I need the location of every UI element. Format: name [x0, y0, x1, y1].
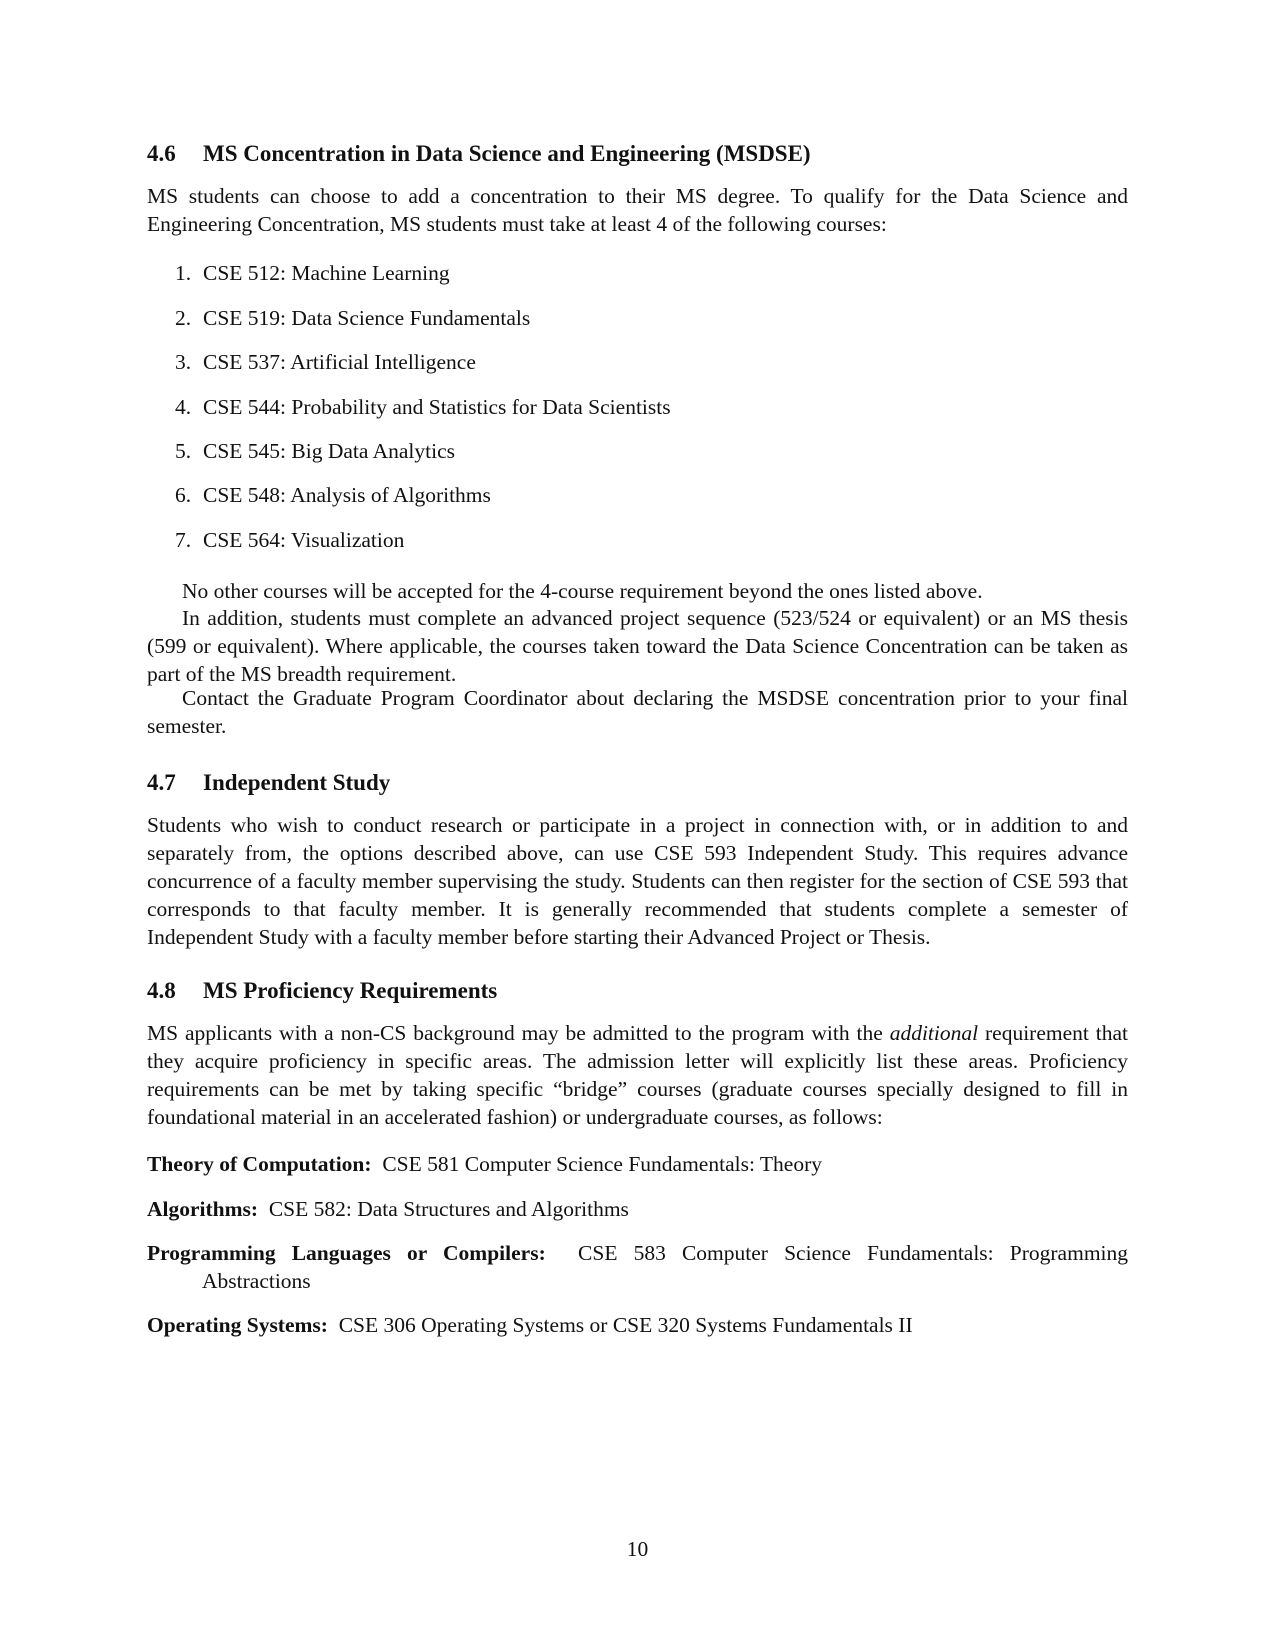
independent-study-paragraph: Students who wish to conduct research or participate in a project in connection with, or in addition to and separately from, the options described above, can use CSE 593 Independent Study. This requires advance concurrence of a faculty member supervising the study. Students can then register for the section of CSE 593 that corresponds to that faculty member. It is generally recommended that students complete a semester of Independent Study with a faculty member before starting their Advanced Project or Thesis.	[147, 813, 1128, 949]
proficiency-term: Algorithms:	[147, 1197, 259, 1221]
contact-coordinator-paragraph: Contact the Graduate Program Coordinator about declaring the MSDSE concentration prior to your final semester.	[147, 686, 1128, 738]
emphasis-additional: additional	[889, 1021, 979, 1045]
section-title: MS Proficiency Requirements	[203, 978, 498, 1003]
list-item: 4. CSE 544: Probability and Statistics for Data Scientists	[175, 395, 671, 419]
section-heading-4-7	[147, 769, 390, 797]
proficiency-item-algorithms	[147, 1195, 1128, 1223]
section-title: Independent Study	[203, 770, 391, 795]
proficiency-desc: CSE 581 Computer Science Fundamentals: Theory	[382, 1152, 823, 1176]
section-number: 4.7	[147, 770, 176, 795]
proficiency-item-programming-languages	[147, 1239, 1128, 1295]
section-heading-4-8	[147, 977, 497, 1005]
list-item: 7. CSE 564: Visualization	[175, 528, 405, 552]
list-item: 6. CSE 548: Analysis of Algorithms	[175, 483, 491, 507]
proficiency-desc: CSE 306 Operating Systems or CSE 320 Systems Fundamentals II	[338, 1313, 913, 1337]
msdse-intro-paragraph: MS students can choose to add a concentration to their MS degree. To qualify for the Data Science and Engineering Concentration, MS students must take at least 4 of the following courses:	[147, 184, 1128, 236]
proficiency-desc: CSE 583 Computer Science Fundamentals: Programming Abstractions	[202, 1241, 1129, 1293]
page-number: 10	[626, 1537, 649, 1561]
list-item: 2. CSE 519: Data Science Fundamentals	[175, 306, 531, 330]
proficiency-desc: CSE 582: Data Structures and Algorithms	[268, 1197, 629, 1221]
proficiency-paragraph: MS applicants with a non-CS background may be admitted to the program with the additional requirement that they acquire proficiency in specific areas. The admission letter will explicitly list these areas. Proficiency requirements can be met by taking specific “bridge” courses (graduate courses specially designed to fill in foundational material in an accelerated fashion) or undergraduate courses, as follows:	[147, 1021, 1129, 1129]
list-item: 5. CSE 545: Big Data Analytics	[175, 439, 456, 463]
list-item: 1. CSE 512: Machine Learning	[175, 261, 450, 285]
proficiency-term: Theory of Computation:	[147, 1152, 372, 1176]
proficiency-term: Programming Languages or Compilers:	[147, 1241, 546, 1265]
project-sequence-paragraph: In addition, students must complete an advanced project sequence (523/524 or equivalent) or an MS thesis (599 or equivalent). Where applicable, the courses taken toward the Data Science Concentration can be taken as part of the MS breadth requirement.	[147, 606, 1128, 686]
list-item: 3. CSE 537: Artificial Intelligence	[175, 350, 476, 374]
proficiency-item-theory	[147, 1150, 1128, 1178]
section-heading-4-6	[147, 140, 811, 168]
proficiency-term: Operating Systems:	[147, 1313, 328, 1337]
section-number: 4.8	[147, 978, 176, 1003]
proficiency-item-operating-systems	[147, 1311, 1128, 1339]
no-other-courses-paragraph: No other courses will be accepted for the 4-course requirement beyond the ones listed above.	[182, 579, 983, 603]
section-number: 4.6	[147, 141, 176, 166]
section-title: MS Concentration in Data Science and Engineering (MSDSE)	[203, 141, 811, 166]
